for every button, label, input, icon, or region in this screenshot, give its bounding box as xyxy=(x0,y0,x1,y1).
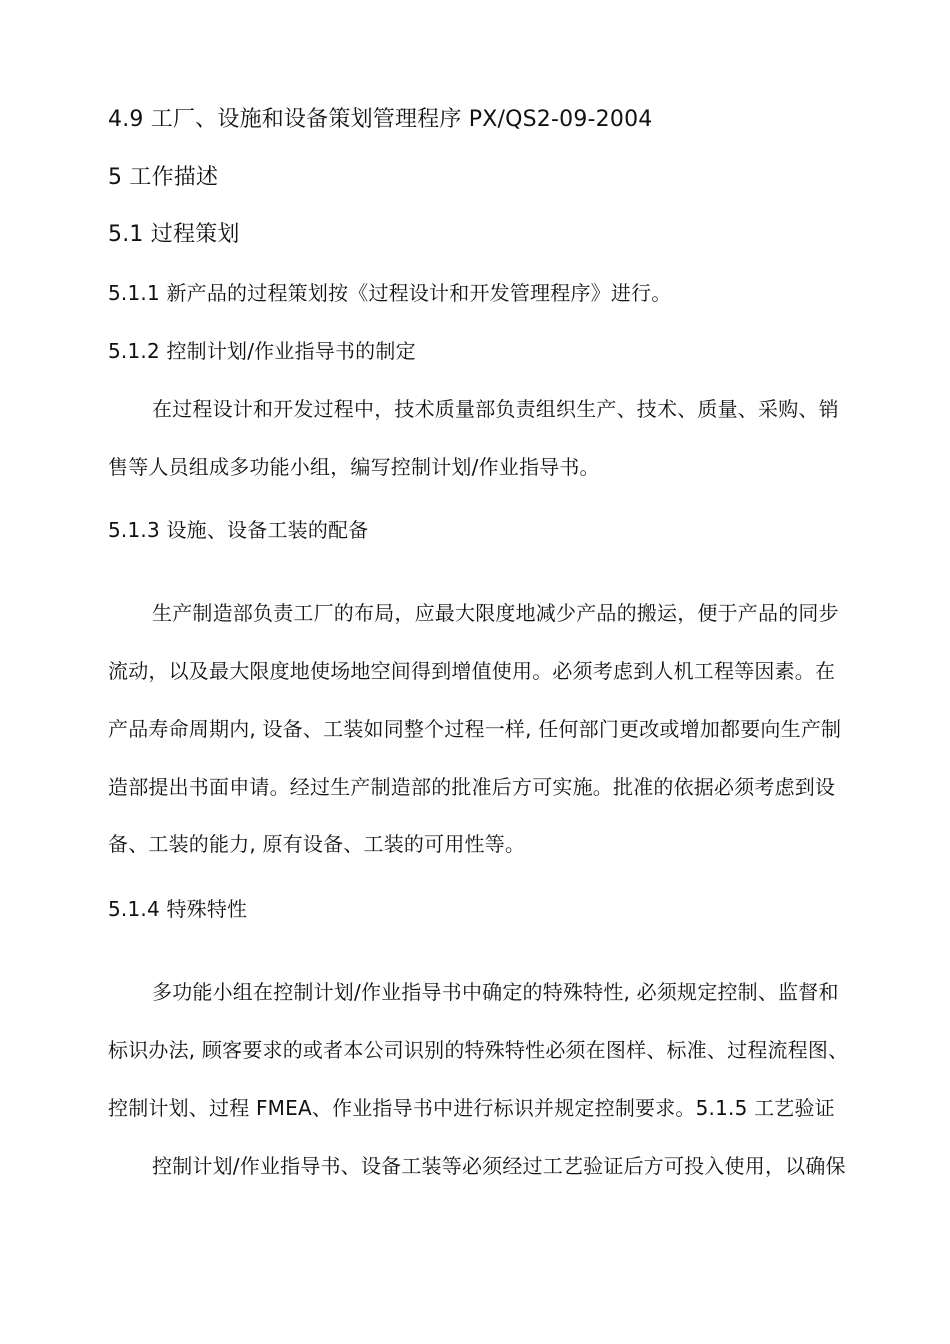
paragraph-line: 控制计划、过程 FMEA、作业指导书中进行标识并规定控制要求。5.1.5 工艺验证 xyxy=(108,1096,835,1120)
heading-5: 5 工作描述 xyxy=(108,165,219,190)
paragraph-line: 售等人员组成多功能小组，编写控制计划/作业指导书。 xyxy=(108,455,600,479)
heading-5-1-1: 5.1.1 新产品的过程策划按《过程设计和开发管理程序》进行。 xyxy=(108,281,672,305)
paragraph-line: 在过程设计和开发过程中，技术质量部负责组织生产、技术、质量、采购、销 xyxy=(152,397,839,421)
heading-5-1-3: 5.1.3 设施、设备工装的配备 xyxy=(108,518,369,542)
heading-4-9: 4.9 工厂、设施和设备策划管理程序 PX/QS2-09-2004 xyxy=(108,107,653,132)
paragraph-line: 备、工装的能力, 原有设备、工装的可用性等。 xyxy=(108,832,526,856)
paragraph-line: 造部提出书面申请。经过生产制造部的批准后方可实施。批准的依据必须考虑到设 xyxy=(108,775,836,799)
paragraph-line: 生产制造部负责工厂的布局，应最大限度地减少产品的搬运，便于产品的同步 xyxy=(152,601,839,625)
paragraph-line: 控制计划/作业指导书、设备工装等必须经过工艺验证后方可投入使用，以确保 xyxy=(152,1154,846,1178)
paragraph-line: 流动，以及最大限度地使场地空间得到增值使用。必须考虑到人机工程等因素。在 xyxy=(108,659,836,683)
heading-5-1: 5.1 过程策划 xyxy=(108,222,240,247)
paragraph-line: 产品寿命周期内, 设备、工装如同整个过程一样, 任何部门更改或增加都要向生产制 xyxy=(108,717,842,741)
paragraph-line: 标识办法, 顾客要求的或者本公司识别的特殊特性必须在图样、标准、过程流程图、 xyxy=(108,1038,849,1062)
heading-5-1-2: 5.1.2 控制计划/作业指导书的制定 xyxy=(108,339,416,363)
paragraph-line: 多功能小组在控制计划/作业指导书中确定的特殊特性, 必须规定控制、监督和 xyxy=(152,980,839,1004)
heading-5-1-4: 5.1.4 特殊特性 xyxy=(108,897,248,921)
